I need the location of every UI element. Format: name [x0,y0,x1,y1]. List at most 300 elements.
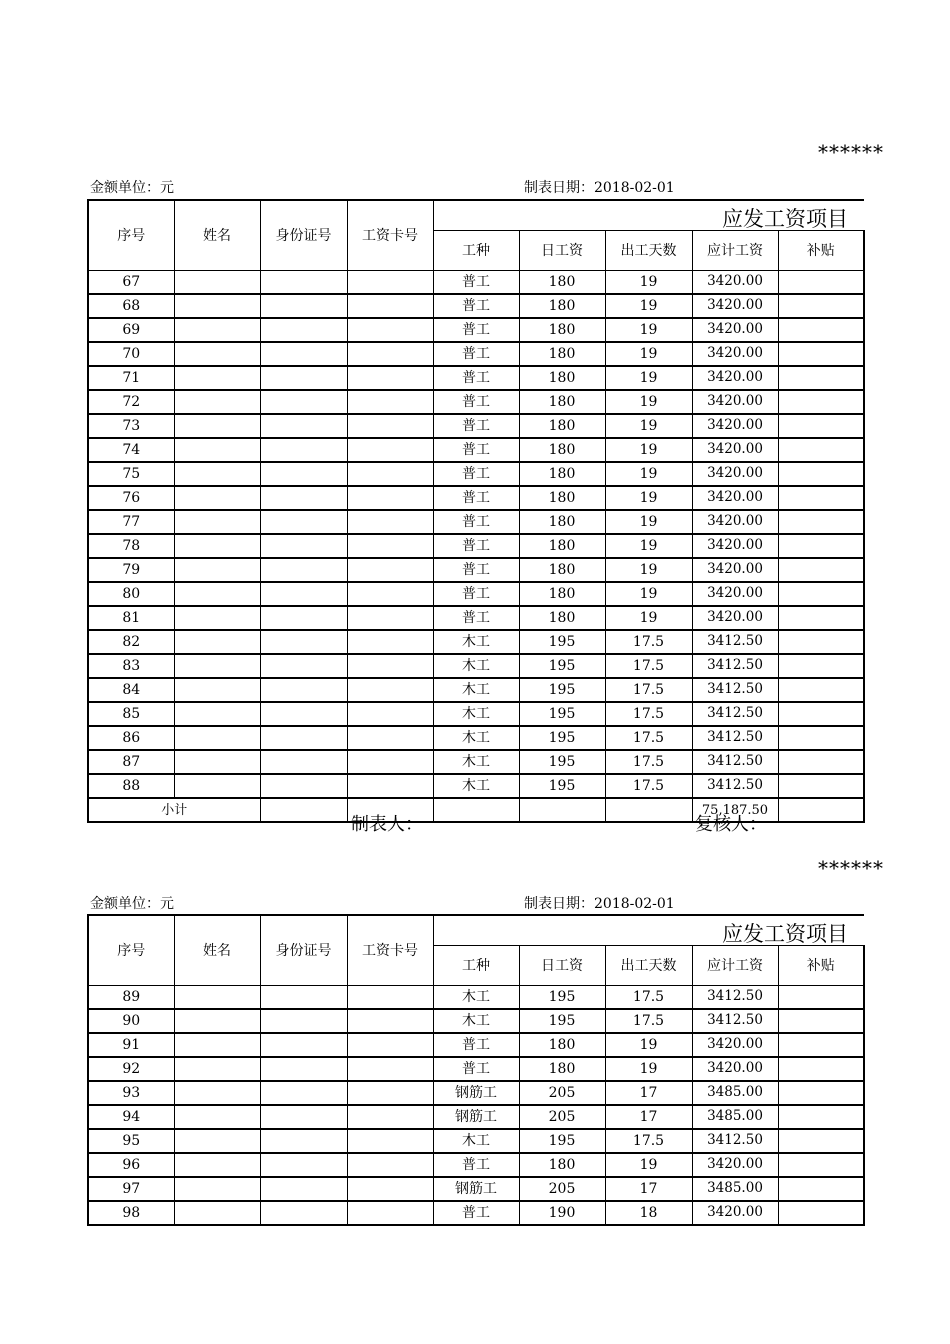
cell-seq: 68 [88,294,174,318]
cell-id-card [260,702,347,726]
col-header-daily-wage: 日工资 [519,231,605,271]
table-row [88,318,864,342]
cell-daily-wage: 180 [519,366,605,390]
cell-subsidy [778,702,864,726]
cell-days [605,798,692,822]
cell-subsidy [778,1057,864,1081]
cell-subsidy [778,1033,864,1057]
cell-payable: 3412.50 [692,1009,778,1033]
cell-wage-card [347,558,433,582]
table-row [88,1081,864,1105]
cell-payable: 3412.50 [692,750,778,774]
payroll-table-2 [87,914,865,1226]
table-row [88,726,864,750]
col-header-wage-card: 工资卡号 [347,200,433,271]
cell-days: 19 [605,1033,692,1057]
cell-payable: 3412.50 [692,678,778,702]
table-row [88,986,864,1010]
table-row [88,582,864,606]
cell-payable: 3420.00 [692,318,778,342]
cell-payable: 3420.00 [692,414,778,438]
cell-subsidy [778,1009,864,1033]
cell-name [174,678,260,702]
cell-wage-card [347,390,433,414]
col-header-name: 姓名 [174,200,260,271]
table-row [88,630,864,654]
cell-subsidy [778,986,864,1010]
cell-seq: 71 [88,366,174,390]
cell-wage-card [347,774,433,798]
cell-name [174,342,260,366]
cell-work-type: 普工 [433,271,519,295]
cell-wage-card [347,1201,433,1225]
cell-seq: 70 [88,342,174,366]
cell-id-card [260,678,347,702]
cell-days: 19 [605,294,692,318]
reviewer-label: 复核人： [695,814,767,835]
cell-work-type: 普工 [433,486,519,510]
cell-id-card [260,630,347,654]
cell-days: 17.5 [605,630,692,654]
cell-payable: 3420.00 [692,486,778,510]
cell-days: 17.5 [605,702,692,726]
cell-name [174,654,260,678]
cell-daily-wage: 205 [519,1105,605,1129]
group-header: 应发工资项目 [433,200,864,231]
cell-name [174,534,260,558]
table-row [88,534,864,558]
cell-subsidy [778,1177,864,1201]
cell-seq: 94 [88,1105,174,1129]
cell-name [174,630,260,654]
cell-seq: 77 [88,510,174,534]
cell-work-type: 普工 [433,342,519,366]
cell-work-type: 普工 [433,414,519,438]
cell-name [174,1057,260,1081]
cell-days: 17.5 [605,750,692,774]
cell-id-card [260,798,347,822]
cell-subsidy [778,606,864,630]
cell-days: 17.5 [605,1129,692,1153]
cell-wage-card [347,1105,433,1129]
cell-work-type: 钢筋工 [433,1105,519,1129]
subtotal-value: 75,187.50 [692,798,778,822]
cell-id-card [260,390,347,414]
cell-payable: 3420.00 [692,510,778,534]
table-row [88,1201,864,1225]
cell-wage-card [347,582,433,606]
cell-id-card [260,1033,347,1057]
cell-name [174,271,260,295]
cell-days: 17.5 [605,986,692,1010]
cell-daily-wage: 180 [519,294,605,318]
cell-work-type: 普工 [433,366,519,390]
cell-daily-wage: 195 [519,774,605,798]
sheet2-mark: ****** [818,856,884,880]
cell-name [174,510,260,534]
cell-subsidy [778,558,864,582]
cell-daily-wage: 180 [519,1057,605,1081]
cell-name [174,1009,260,1033]
cell-wage-card [347,1129,433,1153]
cell-days: 19 [605,534,692,558]
col-header-work-type: 工种 [433,231,519,271]
table-row [88,1177,864,1201]
cell-days: 19 [605,1153,692,1177]
col-header-wage-card: 工资卡号 [347,915,433,986]
sheet1-date: 制表日期：2018-02-01 [524,180,675,196]
cell-payable: 3420.00 [692,1033,778,1057]
cell-work-type: 普工 [433,294,519,318]
col-header-work-type: 工种 [433,946,519,986]
table-row [88,750,864,774]
cell-seq: 73 [88,414,174,438]
cell-seq: 69 [88,318,174,342]
cell-name [174,438,260,462]
header-row-top [88,200,864,231]
cell-name [174,318,260,342]
cell-seq: 98 [88,1201,174,1225]
table-row [88,366,864,390]
cell-id-card [260,558,347,582]
cell-wage-card [347,1057,433,1081]
cell-name [174,726,260,750]
cell-name [174,414,260,438]
col-header-name: 姓名 [174,915,260,986]
cell-days: 19 [605,606,692,630]
table-row [88,462,864,486]
cell-daily-wage: 180 [519,510,605,534]
cell-subsidy [778,774,864,798]
cell-id-card [260,774,347,798]
cell-work-type: 木工 [433,678,519,702]
cell-seq: 79 [88,558,174,582]
cell-payable: 3412.50 [692,986,778,1010]
cell-payable: 3420.00 [692,438,778,462]
cell-days: 18 [605,1201,692,1225]
cell-daily-wage: 195 [519,750,605,774]
cell-name [174,986,260,1010]
cell-daily-wage: 180 [519,438,605,462]
cell-payable: 3412.50 [692,1129,778,1153]
cell-days: 19 [605,390,692,414]
cell-payable: 3412.50 [692,654,778,678]
col-header-payable: 应计工资 [692,231,778,271]
cell-subsidy [778,318,864,342]
cell-subsidy [778,654,864,678]
cell-daily-wage: 195 [519,654,605,678]
cell-subsidy [778,438,864,462]
cell-subsidy [778,534,864,558]
cell-daily-wage: 180 [519,606,605,630]
table-row [88,271,864,295]
cell-daily-wage: 195 [519,726,605,750]
cell-seq: 76 [88,486,174,510]
cell-payable: 3420.00 [692,342,778,366]
cell-name [174,486,260,510]
cell-days: 19 [605,462,692,486]
cell-seq: 86 [88,726,174,750]
cell-wage-card [347,486,433,510]
cell-days: 17 [605,1105,692,1129]
table-row [88,1105,864,1129]
cell-days: 17 [605,1081,692,1105]
cell-name [174,702,260,726]
cell-payable: 3420.00 [692,462,778,486]
table-row [88,294,864,318]
cell-subsidy [778,1081,864,1105]
cell-subsidy [778,414,864,438]
cell-daily-wage: 195 [519,986,605,1010]
cell-daily-wage: 190 [519,1201,605,1225]
cell-wage-card [347,534,433,558]
col-header-id-card: 身份证号 [260,915,347,986]
cell-work-type: 木工 [433,1009,519,1033]
cell-work-type: 普工 [433,1201,519,1225]
cell-subsidy [778,390,864,414]
cell-work-type: 普工 [433,462,519,486]
cell-payable: 3420.00 [692,1153,778,1177]
table-row [88,606,864,630]
cell-id-card [260,271,347,295]
cell-name [174,366,260,390]
cell-days: 19 [605,438,692,462]
cell-seq: 87 [88,750,174,774]
cell-id-card [260,462,347,486]
cell-payable: 3485.00 [692,1081,778,1105]
col-header-daily-wage: 日工资 [519,946,605,986]
cell-work-type: 木工 [433,1129,519,1153]
cell-subsidy [778,1105,864,1129]
cell-id-card [260,1201,347,1225]
cell-daily-wage: 180 [519,390,605,414]
cell-id-card [260,1153,347,1177]
cell-payable: 3485.00 [692,1105,778,1129]
cell-subsidy [778,678,864,702]
cell-id-card [260,414,347,438]
table-row [88,1009,864,1033]
cell-id-card [260,986,347,1010]
cell-days: 19 [605,582,692,606]
cell-payable: 3420.00 [692,294,778,318]
cell-wage-card [347,1153,433,1177]
cell-work-type: 普工 [433,1153,519,1177]
cell-work-type: 钢筋工 [433,1177,519,1201]
cell-payable: 3412.50 [692,774,778,798]
cell-name [174,606,260,630]
cell-wage-card [347,294,433,318]
cell-subsidy [778,750,864,774]
cell-work-type: 普工 [433,534,519,558]
col-header-days: 出工天数 [605,946,692,986]
cell-wage-card [347,462,433,486]
cell-wage-card [347,438,433,462]
cell-id-card [260,366,347,390]
cell-wage-card [347,1033,433,1057]
cell-wage-card [347,510,433,534]
cell-subsidy [778,1129,864,1153]
cell-wage-card [347,271,433,295]
col-header-days: 出工天数 [605,231,692,271]
sheet1-mark: ****** [818,140,884,164]
cell-id-card [260,534,347,558]
cell-name [174,294,260,318]
cell-payable: 3485.00 [692,1177,778,1201]
cell-work-type: 木工 [433,702,519,726]
cell-seq: 67 [88,271,174,295]
cell-days: 19 [605,414,692,438]
cell-id-card [260,438,347,462]
table-row [88,1129,864,1153]
cell-id-card [260,342,347,366]
cell-seq: 97 [88,1177,174,1201]
cell-work-type: 普工 [433,438,519,462]
cell-id-card [260,1081,347,1105]
cell-seq: 83 [88,654,174,678]
table-row [88,1153,864,1177]
cell-daily-wage: 180 [519,534,605,558]
cell-daily-wage: 195 [519,1009,605,1033]
cell-name [174,1105,260,1129]
cell-payable: 3420.00 [692,366,778,390]
cell-id-card [260,1129,347,1153]
cell-work-type: 普工 [433,582,519,606]
cell-daily-wage: 205 [519,1177,605,1201]
cell-daily-wage: 180 [519,1033,605,1057]
cell-payable: 3412.50 [692,726,778,750]
cell-work-type: 普工 [433,1057,519,1081]
table-row [88,774,864,798]
col-header-subsidy: 补贴 [778,946,864,986]
cell-subsidy [778,582,864,606]
col-header-seq: 序号 [88,200,174,271]
cell-name [174,582,260,606]
cell-wage-card [347,318,433,342]
cell-subsidy [778,486,864,510]
cell-payable: 3420.00 [692,271,778,295]
cell-seq: 84 [88,678,174,702]
cell-id-card [260,726,347,750]
cell-daily-wage: 180 [519,414,605,438]
maker-label: 制表人： [351,814,423,835]
table-row [88,510,864,534]
cell-subsidy [778,366,864,390]
cell-days: 17 [605,1177,692,1201]
cell-wage-card [347,1081,433,1105]
col-header-id-card: 身份证号 [260,200,347,271]
cell-work-type: 木工 [433,726,519,750]
cell-wage-card [347,414,433,438]
cell-wage-card [347,678,433,702]
subtotal-label: 小计 [88,798,260,822]
cell-seq: 80 [88,582,174,606]
cell-work-type: 钢筋工 [433,1081,519,1105]
cell-name [174,750,260,774]
cell-daily-wage: 195 [519,678,605,702]
group-header: 应发工资项目 [433,915,864,946]
cell-work-type: 木工 [433,774,519,798]
cell-days: 17.5 [605,678,692,702]
cell-id-card [260,318,347,342]
cell-wage-card [347,726,433,750]
cell-id-card [260,294,347,318]
table-row [88,654,864,678]
cell-work-type: 普工 [433,390,519,414]
cell-work-type: 木工 [433,986,519,1010]
cell-seq: 82 [88,630,174,654]
cell-id-card [260,1177,347,1201]
cell-wage-card [347,654,433,678]
cell-seq: 75 [88,462,174,486]
cell-daily-wage: 195 [519,1129,605,1153]
cell-payable: 3420.00 [692,1201,778,1225]
cell-seq: 92 [88,1057,174,1081]
cell-days: 19 [605,486,692,510]
cell-work-type [433,798,519,822]
cell-id-card [260,1105,347,1129]
cell-daily-wage: 180 [519,582,605,606]
cell-subsidy [778,1201,864,1225]
cell-work-type: 普工 [433,606,519,630]
cell-name [174,1081,260,1105]
cell-daily-wage: 180 [519,486,605,510]
cell-payable: 3420.00 [692,390,778,414]
cell-days: 19 [605,510,692,534]
cell-daily-wage: 180 [519,462,605,486]
col-header-payable: 应计工资 [692,946,778,986]
cell-work-type: 普工 [433,510,519,534]
cell-subsidy [778,726,864,750]
table-row [88,342,864,366]
cell-daily-wage: 180 [519,271,605,295]
col-header-subsidy: 补贴 [778,231,864,271]
cell-days: 17.5 [605,654,692,678]
cell-wage-card [347,1009,433,1033]
table-row [88,702,864,726]
cell-id-card [260,1009,347,1033]
cell-daily-wage: 180 [519,318,605,342]
cell-daily-wage: 195 [519,630,605,654]
cell-wage-card [347,606,433,630]
cell-name [174,558,260,582]
cell-payable: 3420.00 [692,534,778,558]
cell-days: 19 [605,342,692,366]
cell-name [174,1201,260,1225]
cell-days: 17.5 [605,774,692,798]
table-row [88,486,864,510]
cell-subsidy [778,798,864,822]
cell-daily-wage: 180 [519,1153,605,1177]
cell-id-card [260,1057,347,1081]
cell-seq: 91 [88,1033,174,1057]
cell-id-card [260,582,347,606]
cell-seq: 81 [88,606,174,630]
payroll-table-1 [87,199,865,823]
cell-seq: 96 [88,1153,174,1177]
cell-name [174,462,260,486]
cell-days: 19 [605,1057,692,1081]
cell-subsidy [778,462,864,486]
cell-wage-card [347,630,433,654]
cell-name [174,1129,260,1153]
cell-seq: 74 [88,438,174,462]
sheet2-amount-unit: 金额单位：元 [90,896,174,912]
cell-work-type: 普工 [433,318,519,342]
cell-subsidy [778,1153,864,1177]
cell-id-card [260,654,347,678]
cell-days: 19 [605,271,692,295]
col-header-seq: 序号 [88,915,174,986]
